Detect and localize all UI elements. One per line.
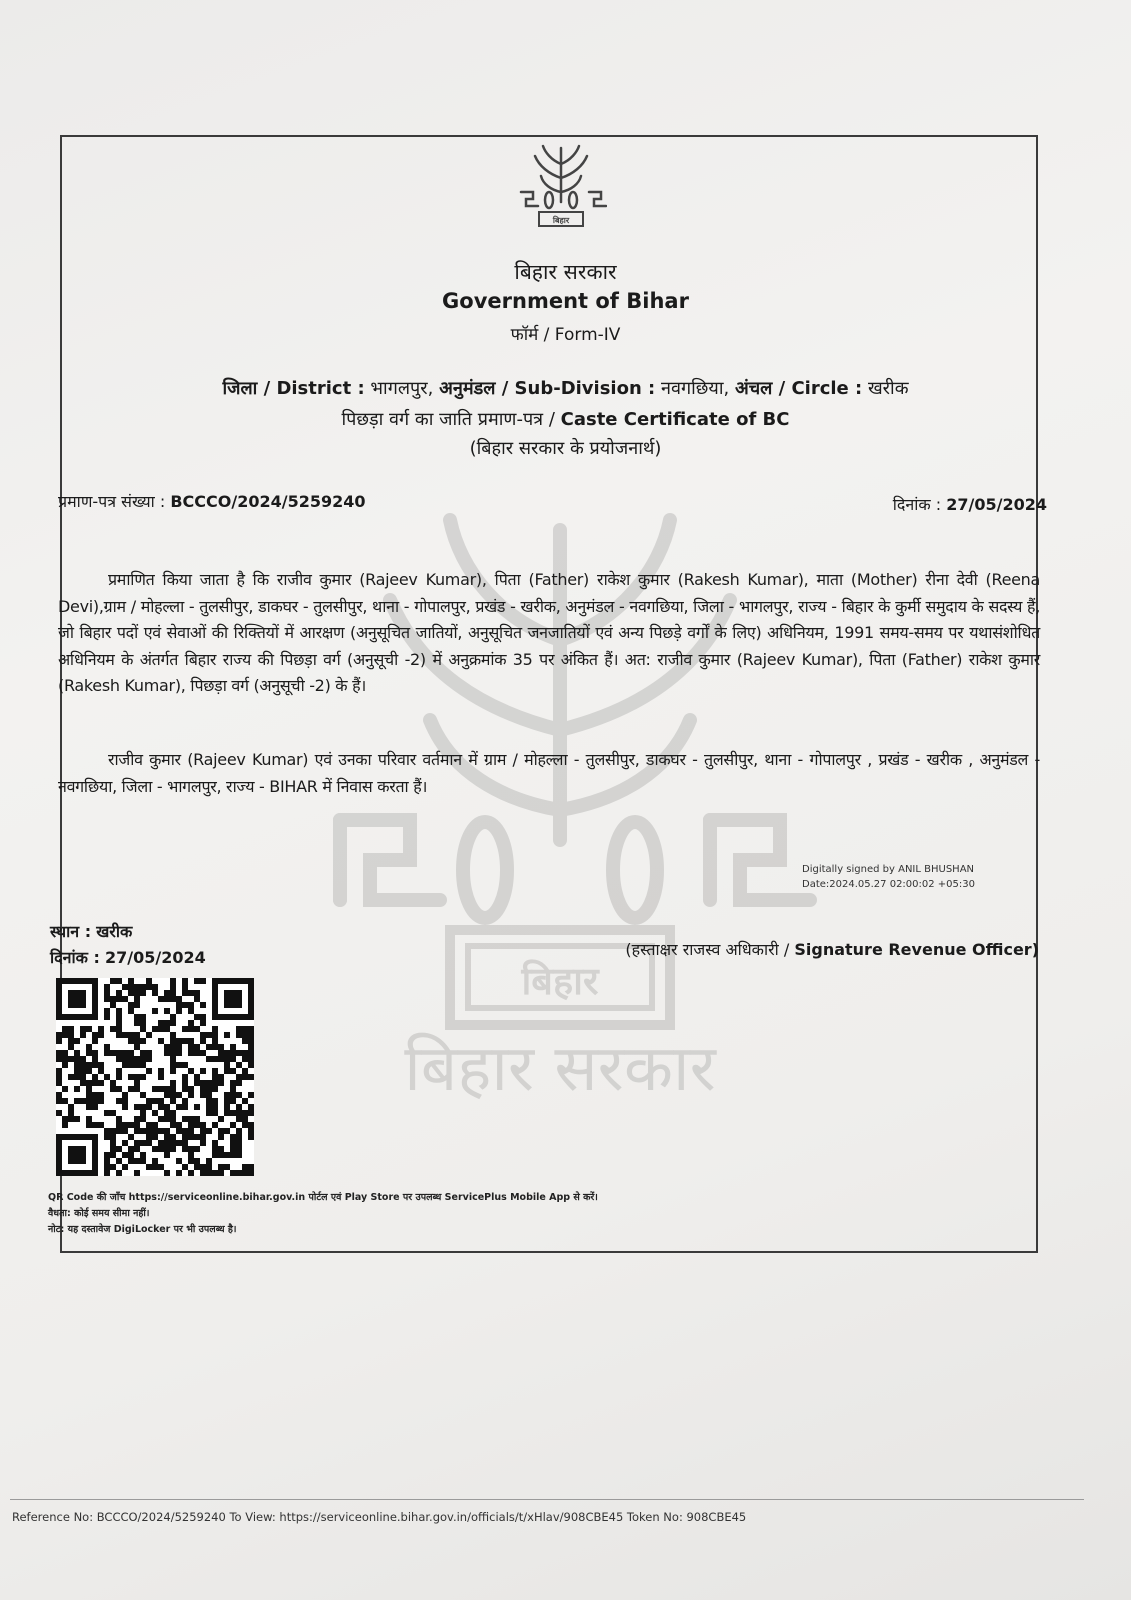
bihar-emblem	[515, 142, 607, 230]
circle-label: अंचल / Circle :	[734, 378, 863, 399]
certificate-number-label: प्रमाण-पत्र संख्या :	[58, 492, 166, 511]
notes-block	[48, 1190, 598, 1238]
circle-value: खरीक	[867, 378, 909, 399]
emblem-label: बिहार	[552, 216, 570, 225]
watermark-text: बिहार सरकार	[404, 1032, 716, 1106]
sign-date-label: दिनांक :	[50, 948, 100, 967]
certificate-paragraph-1: प्रमाणित किया जाता है कि राजीव कुमार (Rajeev Kumar), पिता (Father) राकेश कुमार (Rakesh Kumar), माता (Mother) रीना देवी (Reena Devi),ग्राम / मोहल्ला - तुलसीपुर, डाकघर - तुलसीपुर, थाना - गोपालपुर, प्रखंड - खरीक, अनुमंडल - नवगछिया, जिला - भागलपुर, राज्य - बिहार के कुर्मी समुदाय के सदस्य हैं, जो बिहार पदों एवं सेवाओं की रिक्तियों में आरक्षण (अनुसूचित जातियों, अनुसूचित जनजातियों एवं अन्य पिछड़े वर्गों के लिए) अधिनियम, 1991 समय-समय पर यथासंशोधित अधिनियम के अंतर्गत बिहार राज्य की पिछड़ा वर्ग (अनुसूची -2) में अनुक्रमांक 35 पर अंकित हैं। अत: राजीव कुमार (Rajeev Kumar), पिता (Father) राकेश कुमार (Rakesh Kumar), पिछड़ा वर्ग (अनुसूची -2) के हैं।	[58, 570, 1040, 695]
footer-separator	[10, 1499, 1084, 1500]
certificate-title-english: Caste Certificate of BC	[560, 409, 790, 430]
validity-note: वैधता: कोई समय सीमा नहीं।	[48, 1208, 150, 1219]
certificate-paragraph-2: राजीव कुमार (Rajeev Kumar) एवं उनका परिवार वर्तमान में ग्राम / मोहल्ला - तुलसीपुर, डाकघर - तुलसीपुर, थाना - गोपालपुर , प्रखंड - खरीक , अनुमंडल - नवगछिया, जिला - भागलपुर, राज्य - BIHAR में निवास करता हैं।	[58, 750, 1040, 796]
certificate-title	[0, 407, 1131, 431]
subdivision-value: नवगछिया,	[660, 378, 730, 399]
place-row	[50, 919, 206, 945]
certificate-date-label: दिनांक :	[892, 495, 942, 514]
subdivision-label: अनुमंडल / Sub-Division :	[439, 378, 656, 399]
certificate-number	[58, 490, 366, 512]
digital-signature-line-1: Digitally signed by ANIL BHUSHAN	[802, 864, 975, 875]
form-label: फॉर्म / Form-IV	[510, 325, 621, 345]
certificate-title-hindi: पिछड़ा वर्ग का जाति प्रमाण-पत्र /	[341, 409, 555, 430]
certificate-date-value: 27/05/2024	[946, 495, 1047, 514]
watermark-emblem-text: बिहार	[521, 959, 599, 1003]
officer-signature	[625, 938, 1039, 960]
place-label: स्थान :	[50, 922, 92, 941]
purpose: (बिहार सरकार के प्रयोजनार्थ)	[469, 438, 662, 459]
officer-english: Signature Revenue Officer)	[794, 940, 1039, 959]
certificate-date	[893, 493, 1047, 515]
digital-signature	[802, 862, 975, 892]
qr-note: QR Code की जाँच https://serviceonline.bihar.gov.in पोर्टल एवं Play Store पर उपलब्ध ServicePlus Mobile App से करें।	[48, 1192, 598, 1203]
sign-date-row	[50, 945, 206, 971]
place-date-block	[50, 919, 206, 971]
title-hindi: बिहार सरकार	[514, 260, 617, 284]
officer-hindi: (हस्ताक्षर राजस्व अधिकारी /	[625, 940, 790, 959]
certificate-number-value: BCCCO/2024/5259240	[170, 492, 366, 511]
sign-date-value: 27/05/2024	[105, 948, 206, 967]
district-label: जिला / District :	[222, 378, 365, 399]
place-value: खरीक	[96, 922, 133, 941]
reference-footer: Reference No: BCCCO/2024/5259240 To View: https://serviceonline.bihar.gov.in/officials/t/xHlav/908CBE45 Token No: 908CBE45	[12, 1510, 747, 1524]
digital-signature-line-2: Date:2024.05.27 02:00:02 +05:30	[802, 879, 975, 890]
location-line	[0, 376, 1131, 400]
title-english: Government of Bihar	[442, 289, 689, 313]
digilocker-note: नोट: यह दस्तावेज DigiLocker पर भी उपलब्ध है।	[48, 1224, 237, 1235]
qr-code[interactable]	[56, 978, 254, 1176]
district-value: भागलपुर,	[370, 378, 434, 399]
